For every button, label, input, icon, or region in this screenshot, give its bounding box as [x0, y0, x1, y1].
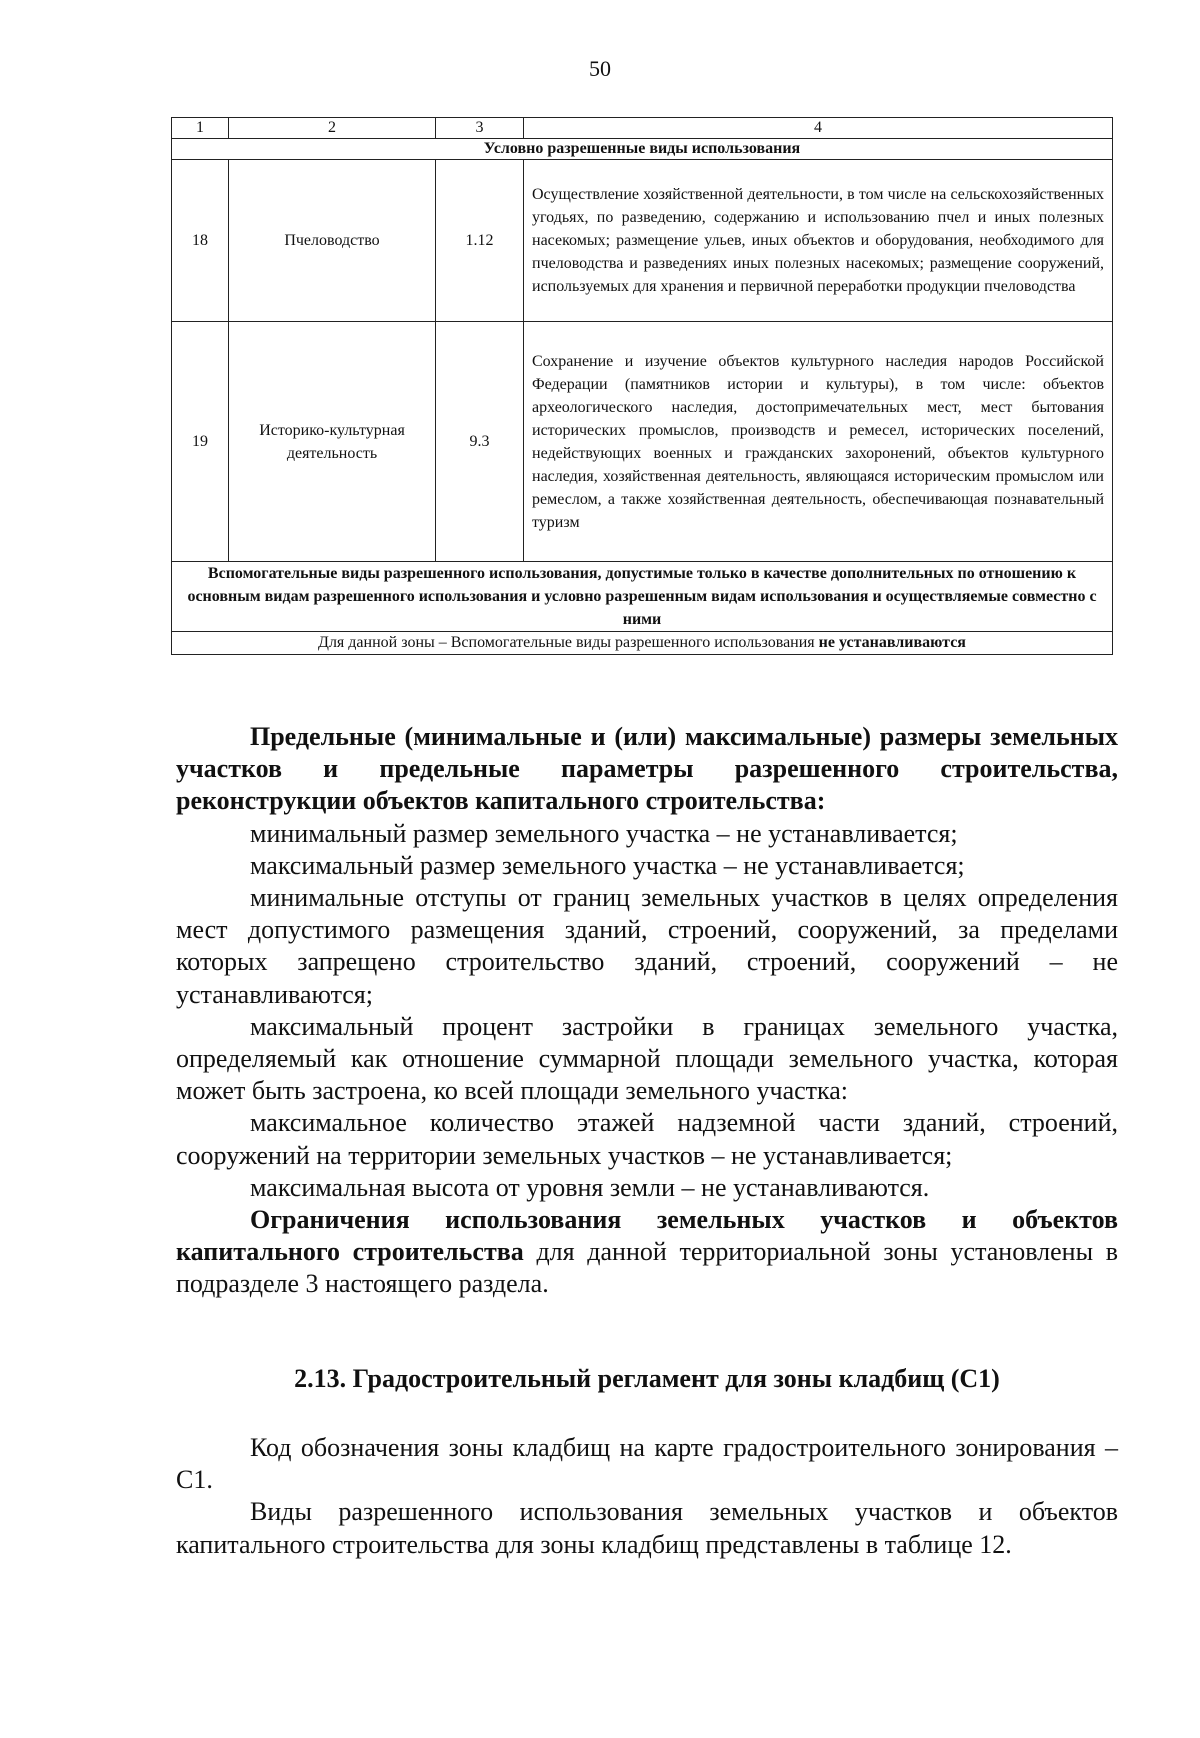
- use-code: 9.3: [436, 322, 524, 562]
- section-auxiliary-row: [172, 562, 1113, 632]
- section-conditional-row: [172, 139, 1113, 160]
- column-number-1: 1: [172, 118, 229, 139]
- zone-code-paragraph: Код обозначения зоны кладбищ на карте градостроительного зонирования – С1.: [176, 1433, 1118, 1495]
- column-number-3: 3: [436, 118, 524, 139]
- restrictions-bold: Ограничения использования земельных участков и объектов капитального строительства: [176, 1205, 1118, 1267]
- restrictions-rest: для данной территориальной зоны установлены в подразделе 3 настоящего раздела.: [176, 1237, 1118, 1299]
- limit-item: минимальный размер земельного участка – не устанавливается;: [250, 818, 958, 848]
- row-number: 19: [172, 322, 229, 562]
- limit-item: максимальный размер земельного участка – не устанавливается;: [250, 850, 965, 880]
- aux-note-bold: не устанавливаются: [818, 634, 966, 651]
- land-use-types-paragraph: Виды разрешенного использования земельных участков и объектов капитального строительства для зоны кладбищ представлены в таблице 12.: [176, 1497, 1118, 1559]
- restrictions-paragraph: [176, 1204, 1118, 1301]
- row-number: 18: [172, 160, 229, 322]
- table-row: [172, 160, 1113, 322]
- limits-heading: Предельные (минимальные и (или) максимальные) размеры земельных участков и предельные параметры разрешенного строительства, реконструкции объектов капитального строительства:: [176, 722, 1118, 816]
- table-header-row: [172, 118, 1113, 139]
- limit-item: минимальные отступы от границ земельных участков в целях определения мест допустимого размещения зданий, строений, сооружений, за пределами которых запрещено строительство зданий, строений, сооружений – не устанавливаются;: [176, 883, 1118, 1009]
- section-conditional-title: Условно разрешенные виды использования: [172, 139, 1113, 160]
- aux-note-row: [172, 632, 1113, 655]
- use-name: Пчеловодство: [229, 160, 436, 322]
- limit-item: максимальная высота от уровня земли – не устанавливаются.: [250, 1172, 930, 1202]
- section-auxiliary-title: Вспомогательные виды разрешенного использования, допустимые только в качестве дополнительных по отношению к основным видам разрешенного использования и условно разрешенным видам использования и осуществляемые совместно с ними: [172, 562, 1113, 632]
- page-number: 50: [589, 56, 611, 81]
- land-use-table: [171, 117, 1113, 655]
- section-2-13-body: [176, 1432, 1118, 1561]
- use-code: 1.12: [436, 160, 524, 322]
- aux-note: [172, 632, 1113, 655]
- table-row: [172, 322, 1113, 562]
- use-name: Историко-культурная деятельность: [229, 322, 436, 562]
- aux-note-plain: Для данной зоны – Вспомогательные виды разрешенного использования: [318, 634, 819, 651]
- section-title: 2.13. Градостроительный регламент для зоны кладбищ (С1): [294, 1364, 1000, 1393]
- use-description: Осуществление хозяйственной деятельности, в том числе на сельскохозяйственных угодьях, по разведению, содержанию и использованию пчел и иных полезных насекомых; размещение ульев, иных объектов и оборудования, необходимого для пчеловодства и разведениях иных полезных насекомых; размещение сооружений, используемых для хранения и первичной переработки продукции пчеловодства: [524, 160, 1113, 322]
- limits-section: [176, 721, 1118, 1301]
- limit-item: максимальное количество этажей надземной части зданий, строений, сооружений на территории земельных участков – не устанавливается;: [176, 1108, 1118, 1170]
- limit-item: максимальный процент застройки в границах земельного участка, определяемый как отношение суммарной площади земельного участка, которая может быть застроена, ко всей площади земельного участка:: [176, 1011, 1118, 1106]
- column-number-4: 4: [524, 118, 1113, 139]
- column-number-2: 2: [229, 118, 436, 139]
- use-description: Сохранение и изучение объектов культурного наследия народов Российской Федерации (памятников истории и культуры), в том числе: объектов археологического наследия, достопримечательных мест, мест бытования исторических промыслов, производств и ремесел, исторических поселений, недействующих военных и гражданских захоронений, объектов культурного наследия, хозяйственная деятельность, являющаяся историческим промыслом или ремеслом, а также хозяйственная деятельность, обеспечивающая познавательный туризм: [524, 322, 1113, 562]
